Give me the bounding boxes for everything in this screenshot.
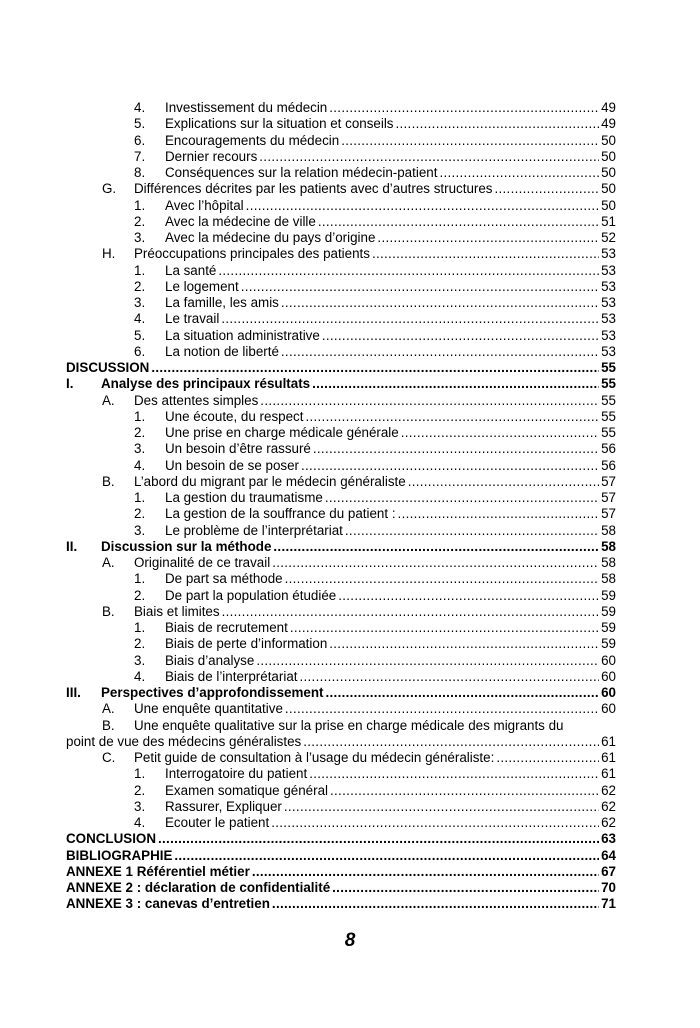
toc-entry-page: 53: [601, 311, 616, 327]
dot-leader: [301, 458, 599, 474]
toc-entry-title: Le travail: [165, 311, 220, 327]
toc-entry: [66, 718, 616, 751]
toc-entry-title: La notion de liberté: [165, 343, 279, 359]
toc-entry: [66, 896, 616, 912]
toc-entry-title: Préoccupations principales des patients: [134, 246, 370, 262]
toc-entry: [66, 458, 616, 474]
toc-entry-page: 57: [601, 473, 616, 489]
toc-entry-page: 61: [601, 766, 616, 782]
toc-entry-title: Un besoin de se poser: [165, 457, 299, 473]
toc-entry: [66, 620, 616, 636]
toc-entry-page: 58: [601, 538, 616, 554]
toc-entry-page: 62: [601, 815, 616, 830]
toc-entry-page: 59: [601, 620, 616, 635]
toc-entry: [66, 295, 616, 311]
toc-entry-page: 61: [601, 733, 616, 749]
toc-entry-title: ANNEXE 3 : canevas d’entretien: [66, 896, 270, 912]
toc-entry-page: 60: [601, 668, 616, 684]
toc-entry-title: La situation administrative: [165, 327, 320, 343]
toc-entry-title: Le problème de l’interprétariat: [165, 522, 343, 538]
toc-entry: [66, 198, 616, 214]
toc-entry-number: B.: [102, 717, 115, 733]
toc-entry-page: 53: [601, 343, 616, 359]
toc-entry-number: 1.: [134, 620, 146, 635]
toc-entry: [66, 555, 616, 571]
dot-leader: [281, 344, 599, 360]
toc-entry-number: 4.: [134, 311, 146, 327]
toc-entry: [66, 246, 616, 262]
toc-entry-number: G.: [102, 181, 117, 197]
toc-entry-number: 2.: [134, 587, 146, 603]
toc-entry-number: 1.: [134, 408, 146, 424]
dot-leader: [408, 474, 599, 490]
toc-entry: [66, 815, 616, 831]
dot-leader: [285, 571, 599, 587]
toc-entry-number: 4.: [134, 100, 146, 115]
toc-entry-title: Examen somatique général: [165, 782, 329, 798]
toc-entry-title: La famille, les amis: [165, 295, 279, 310]
dot-leader: [272, 896, 599, 912]
toc-entry: [66, 880, 616, 896]
toc-entry-page: 59: [601, 603, 616, 619]
toc-entry-title: Des attentes simples: [134, 392, 259, 408]
toc-entry-title: Avec la médecine de ville: [165, 213, 316, 229]
toc-entry: [66, 474, 616, 490]
dot-leader: [312, 376, 599, 392]
dot-leader: [330, 783, 599, 799]
toc-entry-title: Un besoin d’être rassuré: [165, 441, 311, 457]
toc-entry: [66, 604, 616, 620]
toc-entry-title: ANNEXE 1 Référentiel métier: [66, 863, 250, 879]
toc-entry-title: Biais de recrutement: [165, 620, 288, 635]
dot-leader: [281, 295, 599, 311]
dot-leader: [252, 864, 599, 880]
toc-entry: [66, 831, 616, 847]
dot-leader: [299, 669, 599, 685]
toc-entry-page: 58: [601, 522, 616, 538]
toc-entry: [66, 393, 616, 409]
dot-leader: [372, 246, 599, 262]
toc-entry: [66, 799, 616, 815]
dot-leader: [496, 750, 599, 766]
toc-entry-number: 8.: [134, 165, 146, 180]
toc-entry: [66, 506, 616, 522]
page-number: 8: [344, 930, 356, 951]
toc-entry-number: 2.: [134, 425, 146, 440]
toc-entry: [66, 571, 616, 587]
toc-entry-page: 55: [601, 425, 616, 440]
toc-entry: [66, 409, 616, 425]
dot-leader: [259, 149, 599, 165]
dot-leader: [151, 360, 599, 376]
toc-entry: [66, 100, 616, 116]
dot-leader: [290, 620, 599, 636]
dot-leader: [322, 328, 599, 344]
toc-entry-number: C.: [102, 750, 116, 765]
toc-entry-title: Différences décrites par les patients avec d’autres structures: [134, 181, 493, 197]
dot-leader: [174, 848, 599, 864]
toc-entry-page: 50: [601, 181, 616, 197]
toc-entry-number: 3.: [134, 295, 146, 310]
toc-entry-number: B.: [102, 473, 115, 489]
dot-leader: [271, 815, 599, 831]
toc-entry-number: 3.: [134, 441, 146, 457]
toc-entry-number: H.: [102, 246, 116, 262]
toc-entry-page: 56: [601, 457, 616, 473]
toc-entry-page: 55: [601, 392, 616, 408]
toc-entry: [66, 701, 616, 717]
dot-leader: [326, 685, 600, 701]
dot-leader: [273, 539, 599, 555]
dot-leader: [158, 831, 599, 847]
toc-entry: [66, 425, 616, 441]
dot-leader: [332, 880, 599, 896]
toc-entry-number: 7.: [134, 148, 146, 164]
toc-entry-page: 53: [601, 278, 616, 294]
toc-entry-number: 4.: [134, 668, 146, 684]
dot-leader: [313, 441, 599, 457]
toc-entry-title: La gestion du traumatisme: [165, 490, 323, 505]
toc-entry-number: 3.: [134, 652, 146, 668]
toc-entry: [66, 360, 616, 376]
toc-entry: [66, 328, 616, 344]
toc-entry-title: Une enquête quantitative: [134, 701, 283, 717]
toc-entry-title: La santé: [165, 262, 217, 278]
toc-entry: [66, 116, 616, 132]
toc-entry-page: 53: [601, 246, 616, 262]
toc-entry-number: B.: [102, 603, 115, 619]
dot-leader: [222, 604, 600, 620]
toc-entry: [66, 149, 616, 165]
toc-entry-number: 4.: [134, 815, 146, 830]
toc-entry-page: 50: [601, 148, 616, 164]
toc-entry: [66, 214, 616, 230]
toc-entry-page: 59: [601, 636, 616, 652]
toc-entry-title: Biais d’analyse: [165, 652, 255, 668]
dot-leader: [377, 230, 599, 246]
toc-entry-page: 58: [601, 555, 616, 570]
toc-entry-number: 2.: [134, 506, 146, 522]
toc-entry: [66, 133, 616, 149]
toc-entry-page: 55: [601, 376, 616, 392]
toc-entry-number: 6.: [134, 132, 146, 148]
toc-entry: [66, 523, 616, 539]
toc-entry-number: I.: [66, 376, 74, 392]
toc-entry: [66, 539, 616, 555]
toc-entry-title: Conséquences sur la relation médecin-patient: [165, 165, 438, 180]
toc-entry-page: 50: [601, 197, 616, 213]
toc-entry-number: 5.: [134, 327, 146, 343]
toc-entry-title: Investissement du médecin: [165, 100, 328, 115]
toc-entry-title: Ecouter le patient: [165, 815, 270, 830]
dot-leader: [309, 766, 599, 782]
dot-leader: [396, 116, 600, 132]
toc-entry-title: Explications sur la situation et conseils: [165, 116, 394, 132]
toc-entry-title: Biais de perte d’information: [165, 636, 328, 652]
toc-entry: [66, 490, 616, 506]
toc-entry-title: Discussion sur la méthode: [101, 538, 272, 554]
dot-leader: [325, 490, 599, 506]
toc-entry-page: 60: [601, 701, 616, 717]
toc-entry-title: Avec l’hôpital: [165, 197, 244, 213]
table-of-contents: [66, 100, 616, 913]
toc-entry-title: BIBLIOGRAPHIE: [66, 847, 173, 863]
dot-leader: [284, 799, 599, 815]
dot-leader: [241, 279, 599, 295]
toc-entry-page: 58: [601, 571, 616, 587]
toc-entry-page: 61: [601, 750, 616, 765]
dot-leader: [272, 555, 599, 571]
dot-leader: [329, 636, 599, 652]
toc-entry-title: Rassurer, Expliquer: [165, 798, 282, 814]
toc-entry-number: 1.: [134, 490, 146, 505]
toc-entry-page: 62: [601, 798, 616, 814]
toc-entry: [66, 344, 616, 360]
toc-entry-number: 2.: [134, 213, 146, 229]
toc-entry-number: A.: [102, 392, 115, 408]
toc-entry-number: 4.: [134, 457, 146, 473]
toc-entry-page: 52: [601, 230, 616, 245]
toc-entry-page: 53: [601, 327, 616, 343]
toc-entry-title: Analyse des principaux résultats: [101, 376, 311, 392]
toc-entry-title: ANNEXE 2 : déclaration de confidentialité: [66, 880, 331, 895]
toc-entry-number: 2.: [134, 278, 146, 294]
toc-entry-page: 51: [601, 213, 616, 229]
dot-leader: [495, 181, 600, 197]
toc-entry-title: Avec la médecine du pays d’origine: [165, 230, 376, 245]
toc-entry-page: 70: [601, 880, 616, 895]
toc-entry-page: 56: [601, 441, 616, 457]
toc-entry: [66, 750, 616, 766]
toc-entry-number: 5.: [134, 116, 146, 132]
toc-entry-title: De part sa méthode: [165, 571, 283, 587]
toc-entry-number: 1.: [134, 262, 146, 278]
dot-leader: [338, 588, 599, 604]
dot-leader: [329, 100, 599, 116]
toc-entry-page: 57: [601, 506, 616, 522]
toc-entry-title: Petit guide de consultation à l’usage du médecin généraliste:: [134, 750, 495, 765]
toc-entry: [66, 230, 616, 246]
toc-entry-page: 50: [601, 165, 616, 180]
toc-entry-title: DISCUSSION: [66, 360, 150, 375]
toc-entry-title: Interrogatoire du patient: [165, 766, 308, 782]
toc-entry-title: Une enquête qualitative sur la prise en charge médicale des migrants du: [134, 717, 564, 733]
toc-entry-page: 64: [601, 847, 616, 863]
dot-leader: [218, 263, 599, 279]
dot-leader: [398, 506, 600, 522]
toc-entry-page: 60: [601, 685, 616, 700]
toc-entry-number: A.: [102, 701, 115, 717]
toc-entry-title: Encouragements du médecin: [165, 132, 340, 148]
toc-entry: [66, 165, 616, 181]
toc-entry: [66, 783, 616, 799]
toc-entry: [66, 279, 616, 295]
dot-leader: [318, 214, 599, 230]
toc-entry-page: 57: [601, 490, 616, 505]
toc-entry-number: 2.: [134, 636, 146, 652]
toc-entry-number: 1.: [134, 571, 146, 587]
toc-entry-page: 62: [601, 782, 616, 798]
toc-entry-number: 1.: [134, 197, 146, 213]
toc-entry: [66, 636, 616, 652]
toc-entry: [66, 441, 616, 457]
toc-entry-number: 2.: [134, 782, 146, 798]
toc-entry-number: 3.: [134, 522, 146, 538]
toc-entry-number: 6.: [134, 343, 146, 359]
dot-leader: [401, 425, 599, 441]
toc-entry: [66, 685, 616, 701]
toc-entry-page: 49: [601, 100, 616, 115]
toc-entry-title: Originalité de ce travail: [134, 555, 271, 570]
toc-entry-title: Le logement: [165, 278, 239, 294]
dot-leader: [260, 393, 599, 409]
toc-entry-page: 50: [601, 132, 616, 148]
dot-leader: [285, 701, 599, 717]
dot-leader: [256, 653, 599, 669]
toc-entry: [66, 311, 616, 327]
toc-entry-title: La gestion de la souffrance du patient :: [165, 506, 396, 522]
toc-entry: [66, 653, 616, 669]
dot-leader: [246, 198, 599, 214]
toc-entry-title: Une écoute, du respect: [165, 408, 304, 424]
toc-entry-number: II.: [66, 538, 78, 554]
toc-entry-number: III.: [66, 685, 81, 700]
toc-entry-title: Perspectives d’approfondissement: [101, 685, 324, 700]
toc-entry-page: 55: [601, 360, 616, 375]
toc-entry-title: CONCLUSION: [66, 831, 157, 847]
toc-entry: [66, 848, 616, 864]
dot-leader: [345, 523, 599, 539]
toc-entry-title: De part la population étudiée: [165, 587, 337, 603]
dot-leader: [341, 133, 599, 149]
dot-leader: [439, 165, 599, 181]
toc-entry-page: 59: [601, 587, 616, 603]
toc-entry: [66, 181, 616, 197]
toc-entry-page: 63: [601, 831, 616, 847]
dot-leader: [305, 409, 599, 425]
toc-entry: [66, 376, 616, 392]
toc-entry-number: 3.: [134, 230, 146, 245]
toc-entry: [66, 263, 616, 279]
toc-entry: [66, 588, 616, 604]
toc-entry-number: 3.: [134, 798, 146, 814]
dot-leader: [303, 734, 599, 750]
toc-entry-title: Biais de l’interprétariat: [165, 668, 298, 684]
toc-entry-page: 55: [601, 408, 616, 424]
dot-leader: [221, 311, 599, 327]
toc-entry-title: Une prise en charge médicale générale: [165, 425, 399, 440]
toc-entry: [66, 766, 616, 782]
toc-entry-page: 60: [601, 652, 616, 668]
toc-entry-title: L’abord du migrant par le médecin généraliste: [134, 473, 406, 489]
toc-entry-number: 1.: [134, 766, 146, 782]
toc-entry-number: A.: [102, 555, 115, 570]
toc-entry-page: 53: [601, 295, 616, 310]
toc-entry-title: Biais et limites: [134, 603, 220, 619]
toc-entry-page: 53: [601, 262, 616, 278]
toc-entry-page: 49: [601, 116, 616, 132]
toc-entry: [66, 864, 616, 880]
toc-entry-title: Dernier recours: [165, 148, 258, 164]
toc-entry-page: 67: [601, 863, 616, 879]
toc-entry-title-continued: point de vue des médecins généralistes: [66, 733, 302, 749]
toc-entry-page: 71: [601, 896, 616, 912]
toc-entry: [66, 669, 616, 685]
